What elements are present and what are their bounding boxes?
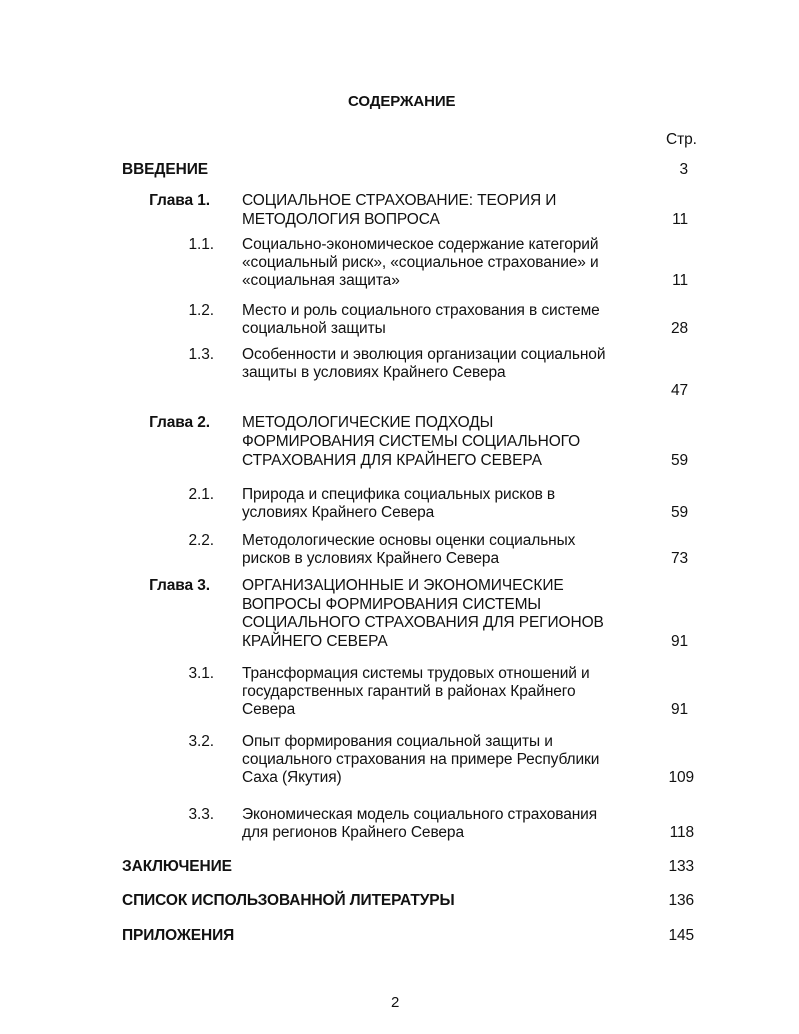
section-1-2-line-1[interactable]: Место и роль социального страхования в системе [242,302,600,319]
section-3-2-line-2[interactable]: социального страхования на примере Республики [242,751,600,768]
page-column-label: Стр. [666,131,697,148]
section-3-3-page: 118 [669,824,694,841]
section-2-1-line-2[interactable]: условиях Крайнего Севера [242,504,435,521]
appendix-title[interactable]: ПРИЛОЖЕНИЯ [122,927,235,944]
section-3-1-line-1[interactable]: Трансформация системы трудовых отношений и [242,665,590,682]
chapter-1-page: 11 [672,211,688,228]
chapter-2-title-line-1[interactable]: МЕТОДОЛОГИЧЕСКИЕ ПОДХОДЫ [242,414,494,431]
section-3-1-page: 91 [670,701,688,718]
section-3-3-line-1[interactable]: Экономическая модель социального страхования [242,806,598,823]
section-3-3-line-2[interactable]: для регионов Крайнего Севера [242,824,464,841]
chapter-1-title-line-2[interactable]: МЕТОДОЛОГИЯ ВОПРОСА [242,211,440,228]
chapter-2-page: 59 [670,452,688,469]
section-1-1-line-2[interactable]: «социальный риск», «социальное страхование» и [242,254,599,271]
section-3-2-label: 3.2. [188,733,214,750]
conclusion-title[interactable]: ЗАКЛЮЧЕНИЕ [122,858,232,875]
section-3-3-label: 3.3. [188,806,214,823]
section-1-2-line-2[interactable]: социальной защиты [242,320,386,337]
references-title[interactable]: СПИСОК ИСПОЛЬЗОВАННОЙ ЛИТЕРАТУРЫ [122,892,455,909]
section-3-1-label: 3.1. [188,665,214,682]
chapter-3-page: 91 [670,633,688,650]
references-page: 136 [668,892,694,909]
section-3-2-line-3[interactable]: Саха (Якутия) [242,769,342,786]
section-2-2-line-1[interactable]: Методологические основы оценки социальных [242,532,576,549]
section-1-1-label: 1.1. [188,236,214,253]
intro-page: 3 [679,161,688,178]
section-2-2-label: 2.2. [188,532,214,549]
section-1-3-line-1[interactable]: Особенности и эволюция организации социальной [242,346,606,363]
chapter-3-title-line-3[interactable]: СОЦИАЛЬНОГО СТРАХОВАНИЯ ДЛЯ РЕГИОНОВ [242,614,604,631]
section-1-1-line-3[interactable]: «социальная защита» [242,272,400,289]
section-2-1-line-1[interactable]: Природа и специфика социальных рисков в [242,486,556,503]
section-2-2-page: 73 [670,550,688,567]
conclusion-page: 133 [668,858,694,875]
section-3-2-page: 109 [668,769,694,786]
section-1-3-label: 1.3. [188,346,214,363]
chapter-2-label: Глава 2. [149,414,210,431]
chapter-3-title-line-4[interactable]: КРАЙНЕГО СЕВЕРА [242,633,388,650]
section-1-2-label: 1.2. [188,302,214,319]
section-2-1-page: 59 [670,504,688,521]
section-3-2-line-1[interactable]: Опыт формирования социальной защиты и [242,733,553,750]
section-1-3-line-2[interactable]: защиты в условиях Крайнего Севера [242,364,506,381]
chapter-2-title-line-2[interactable]: ФОРМИРОВАНИЯ СИСТЕМЫ СОЦИАЛЬНОГО [242,433,581,450]
section-2-1-label: 2.1. [188,486,214,503]
section-1-1-page: 11 [672,272,688,289]
section-1-3-page: 47 [670,382,688,399]
section-1-2-page: 28 [670,320,688,337]
section-3-1-line-3[interactable]: Севера [242,701,296,718]
page-number: 2 [391,994,400,1011]
chapter-3-title-line-2[interactable]: ВОПРОСЫ ФОРМИРОВАНИЯ СИСТЕМЫ [242,596,542,613]
contents-heading: СОДЕРЖАНИЕ [348,93,456,110]
chapter-2-title-line-3[interactable]: СТРАХОВАНИЯ ДЛЯ КРАЙНЕГО СЕВЕРА [242,452,542,469]
chapter-3-title-line-1[interactable]: ОРГАНИЗАЦИОННЫЕ И ЭКОНОМИЧЕСКИЕ [242,577,564,594]
chapter-1-title-line-1[interactable]: СОЦИАЛЬНОЕ СТРАХОВАНИЕ: ТЕОРИЯ И [242,192,557,209]
section-3-1-line-2[interactable]: государственных гарантий в районах Крайнего [242,683,576,700]
chapter-3-label: Глава 3. [149,577,210,594]
appendix-page: 145 [668,927,694,944]
section-2-2-line-2[interactable]: рисков в условиях Крайнего Севера [242,550,499,567]
chapter-1-label: Глава 1. [149,192,210,209]
intro-title[interactable]: ВВЕДЕНИЕ [122,161,208,178]
section-1-1-line-1[interactable]: Социально-экономическое содержание категорий [242,236,599,253]
